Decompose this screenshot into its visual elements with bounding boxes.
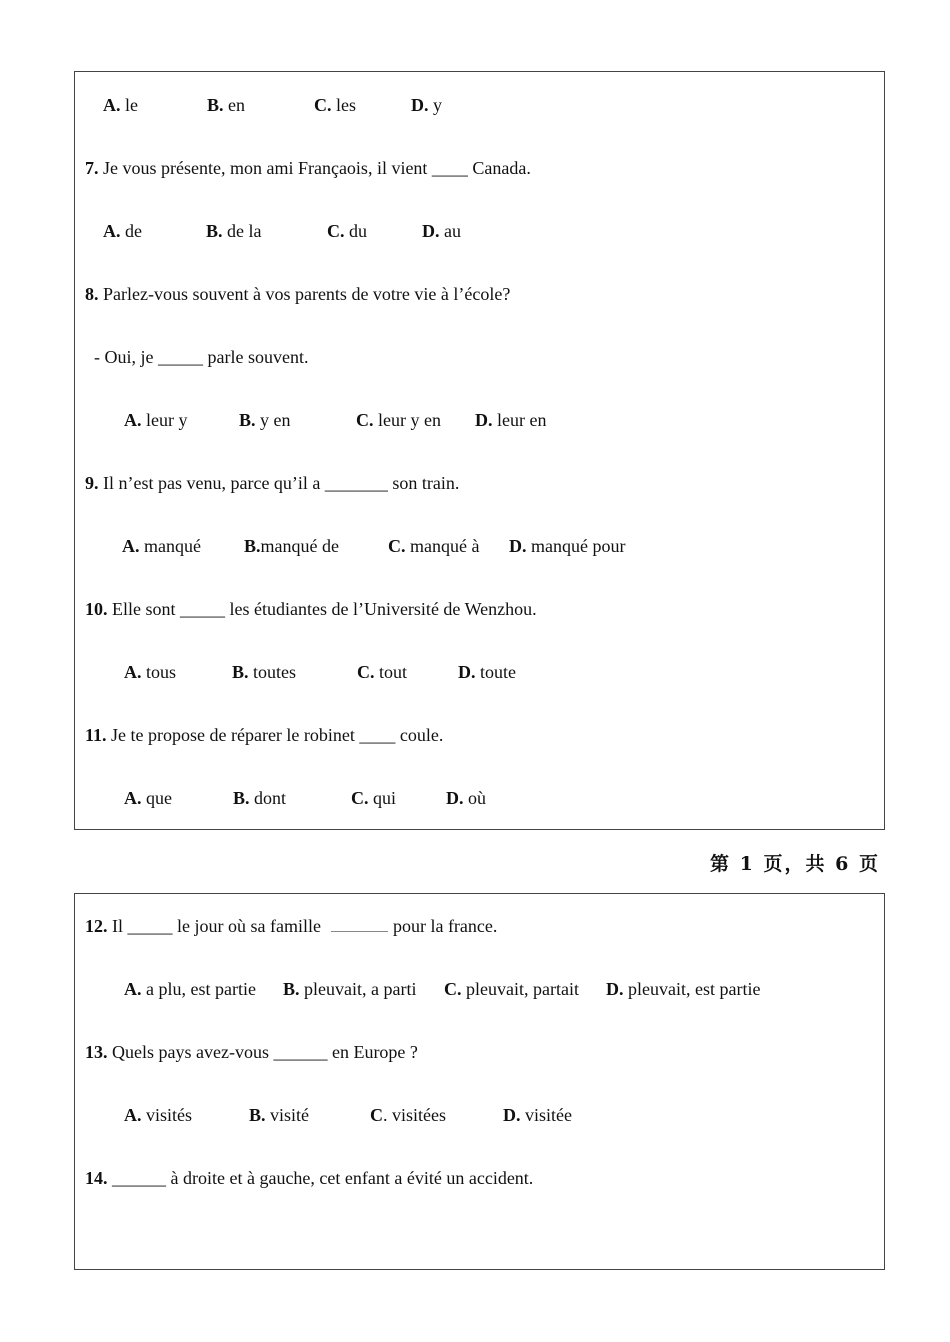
q8-option-a: A. leur y xyxy=(124,410,188,430)
q8-answer-line: - Oui, je _____ parle souvent. xyxy=(94,347,309,367)
q10-question: 10. Elle sont _____ les étudiantes de l’Université de Wenzhou. xyxy=(85,599,537,619)
q13-option-a: A. visités xyxy=(124,1105,193,1125)
q11-question: 11. Je te propose de réparer le robinet ____ coule. xyxy=(85,725,444,745)
q6-option-a: A. le xyxy=(103,95,138,115)
q9-option-d: D. manqué pour xyxy=(509,536,626,556)
question-box-1 xyxy=(74,71,885,830)
q10-option-d: D. toute xyxy=(458,662,516,682)
q14-question: 14. ______ à droite et à gauche, cet enfant a évité un accident. xyxy=(85,1168,534,1188)
q12-option-d: D. pleuvait, est partie xyxy=(606,979,761,999)
q8-option-c: C. leur y en xyxy=(356,410,441,430)
question-box-2 xyxy=(74,893,885,1270)
q12-option-b: B. pleuvait, a parti xyxy=(283,979,417,999)
q10-option-c: C. tout xyxy=(357,662,408,682)
q12-option-a: A. a plu, est partie xyxy=(124,979,256,999)
q12-question: 12. Il _____ le jour où sa famille pour la france. xyxy=(85,916,498,936)
q11-option-d: D. où xyxy=(446,788,486,808)
q13-option-d: D. visitée xyxy=(503,1105,572,1125)
q7-question: 7. Je vous présente, mon ami Françaois, il vient ____ Canada. xyxy=(85,158,531,178)
q10-option-b: B. toutes xyxy=(232,662,297,682)
q13-option-c: C. visitées xyxy=(370,1105,446,1125)
q7-option-a: A. de xyxy=(103,221,142,241)
q9-option-a: A. manqué xyxy=(122,536,201,556)
q11-option-c: C. qui xyxy=(351,788,397,808)
q9-option-c: C. manqué à xyxy=(388,536,480,556)
q7-option-b: B. de la xyxy=(206,221,262,241)
q13-question: 13. Quels pays avez-vous ______ en Europe ? xyxy=(85,1042,418,1062)
blank-line xyxy=(331,919,388,932)
q10-option-a: A. tous xyxy=(124,662,177,682)
q7-option-c: C. du xyxy=(327,221,367,241)
q9-question: 9. Il n’est pas venu, parce qu’il a _______ son train. xyxy=(85,473,460,493)
q7-option-d: D. au xyxy=(422,221,461,241)
page-number-footer: 第 1 页，共 6 页 xyxy=(709,853,880,875)
q8-option-d: D. leur en xyxy=(475,410,547,430)
q12-option-c: C. pleuvait, partait xyxy=(444,979,579,999)
q6-option-d: D. y xyxy=(411,95,442,115)
q6-option-c: C. les xyxy=(314,95,356,115)
q8-option-b: B. y en xyxy=(239,410,291,430)
q9-option-b: B.manqué de xyxy=(244,536,339,556)
q13-option-b: B. visité xyxy=(249,1105,310,1125)
q8-question: 8. Parlez-vous souvent à vos parents de votre vie à l’école? xyxy=(85,284,511,304)
q11-option-b: B. dont xyxy=(233,788,287,808)
q11-option-a: A. que xyxy=(124,788,172,808)
q6-option-b: B. en xyxy=(207,95,246,115)
